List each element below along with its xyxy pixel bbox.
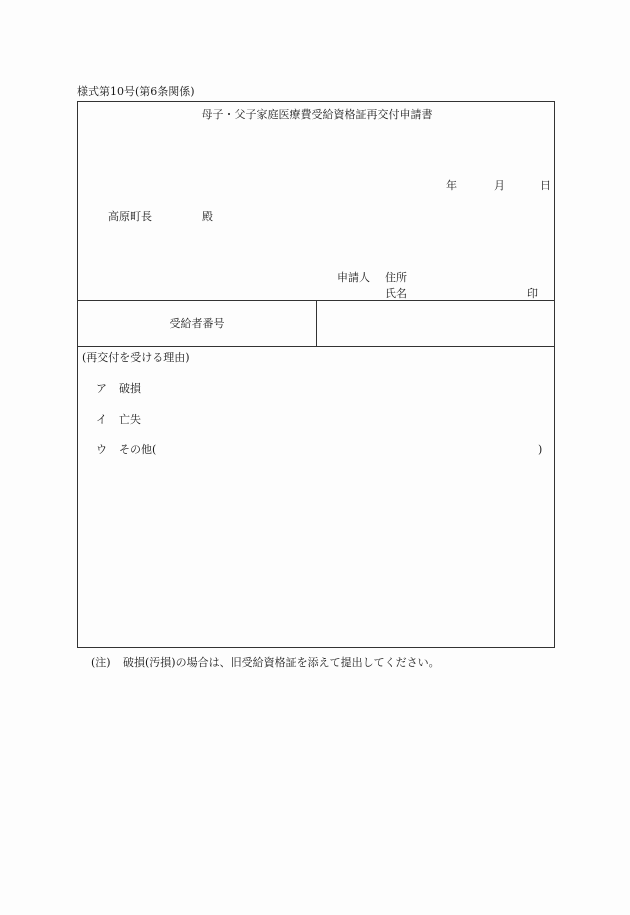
form-label: 様式第10号(第6条関係): [77, 85, 195, 98]
date-month-label: 月: [494, 179, 505, 192]
recipient-number-field[interactable]: [317, 301, 555, 346]
date-year-label: 年: [446, 179, 457, 192]
address-label: 住所: [385, 271, 407, 284]
date-day-label: 日: [540, 179, 551, 192]
form-title: 母子・父子家庭医療費受給資格証再交付申請書: [201, 108, 433, 121]
applicant-label: 申請人: [337, 271, 370, 284]
addressee-mayor: 高原町長: [108, 210, 152, 223]
reason-option-a-text: 破損: [119, 382, 141, 395]
note-label: (注): [91, 656, 111, 669]
recipient-number-label: 受給者番号: [169, 317, 225, 330]
seal-mark: 印: [527, 287, 538, 300]
reason-option-b-text: 亡失: [119, 413, 141, 426]
reason-option-c-text: その他(: [119, 443, 157, 456]
application-form: [77, 101, 555, 648]
name-label: 氏名: [385, 287, 407, 300]
reason-heading: (再交付を受ける理由): [82, 351, 190, 364]
reason-option-c-marker: ウ: [96, 443, 107, 456]
reason-option-b-marker: イ: [96, 413, 107, 426]
divider-reason: [78, 346, 554, 347]
addressee-honorific: 殿: [202, 210, 213, 223]
reason-close-paren: ): [538, 443, 543, 456]
note-text: 破損(汚損)の場合は、旧受給資格証を添えて提出してください。: [123, 656, 440, 669]
reason-option-a-marker: ア: [96, 382, 107, 395]
